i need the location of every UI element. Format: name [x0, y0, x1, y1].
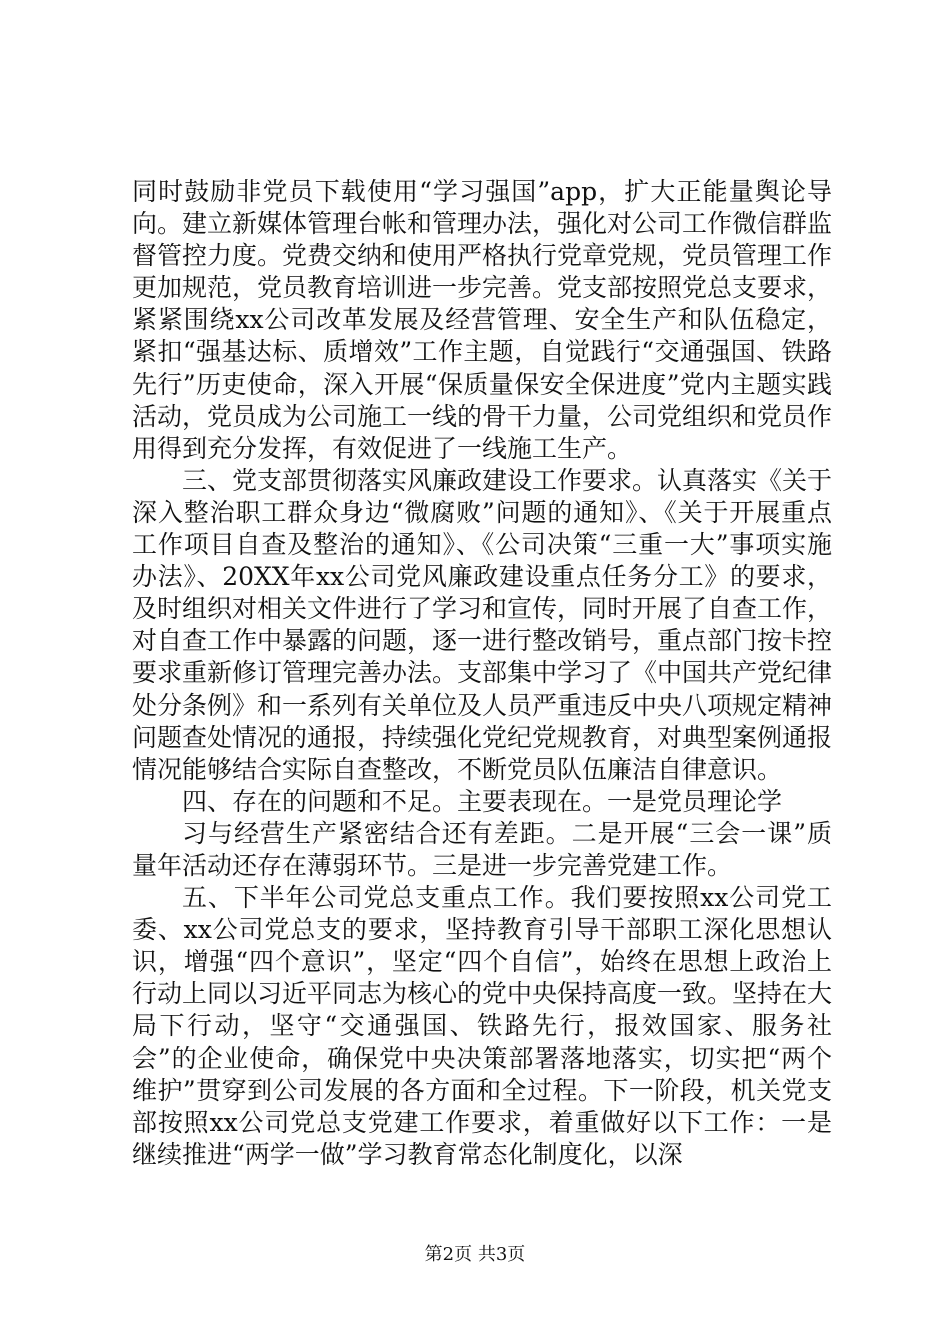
document-body — [132, 176, 832, 1171]
page-footer: 第2页 共3页 — [424, 1244, 526, 1265]
paragraph-5: 五、下半年公司党总支重点工作。我们要按照xx公司党工委、xx公司党总支的要求，坚持教育引导干部职工深化思想认识，增强“四个意识”，坚定“四个自信”，始终在思想上政治上行动上同以习近平同志为核心的党中央保持高度一致。坚持在大局下行动，坚守“交通强国、铁路先行，报效国家、服务社会”的企业使命，确保党中央决策部署落地落实，切实把“两个维护”贯穿到公司发展的各方面和全过程。下一阶段，机关党支部按照xx公司党总支党建工作要求，着重做好以下工作：一是继续推进“两学一做”学习教育常态化制度化，以深 — [132, 883, 833, 1169]
paragraph-4: 习与经营生产紧密结合还有差距。二是开展“三会一课”质量年活动还存在薄弱环节。三是进一步完善党建工作。 — [132, 818, 832, 880]
paragraph-2: 三、党支部贯彻落实风廉政建设工作要求。认真落实《关于深入整治职工群众身边“微腐败”问题的通知》、《关于开展重点工作项目自查及整治的通知》、《公司决策“三重一大”事项实施办法》、20XX年xx公司党风廉政建设重点任务分工》的要求，及时组织对相关文件进行了学习和宣传，同时开展了自查工作，对自查工作中暴露的问题，逐一进行整改销号，重点部门按卡控要求重新修订管理完善办法。支部集中学习了《中国共产党纪律处分条例》和一系列有关单位及人员严重违反中央八项规定精神问题查处情况的通报，持续强化党纪党规教育，对典型案例通报情况能够结合实际自查整改，不断党员队伍廉洁自律意识。 — [132, 465, 833, 784]
paragraph-3: 四、存在的问题和不足。主要表现在。一是党员理论学 — [182, 786, 783, 816]
paragraph-1: 同时鼓励非党员下载使用“学习强国”app，扩大正能量舆论导向。建立新媒体管理台帐和管理办法，强化对公司工作微信群监督管控力度。党费交纳和使用严格执行党章党规，党员管理工作更加规范，党员教育培训进一步完善。党支部按照党总支要求，紧紧围绕xx公司改革发展及经营管理、安全生产和队伍稳定，紧扣“强基达标、质增效”工作主题，自觉践行“交通强国、铁路先行”历吏使命，深入开展“保质量保安全保进度”党内主题实践活动，党员成为公司施工一线的骨干力量，公司党组织和党员作用得到充分发挥，有效促进了一线施工生产。 — [132, 177, 833, 463]
